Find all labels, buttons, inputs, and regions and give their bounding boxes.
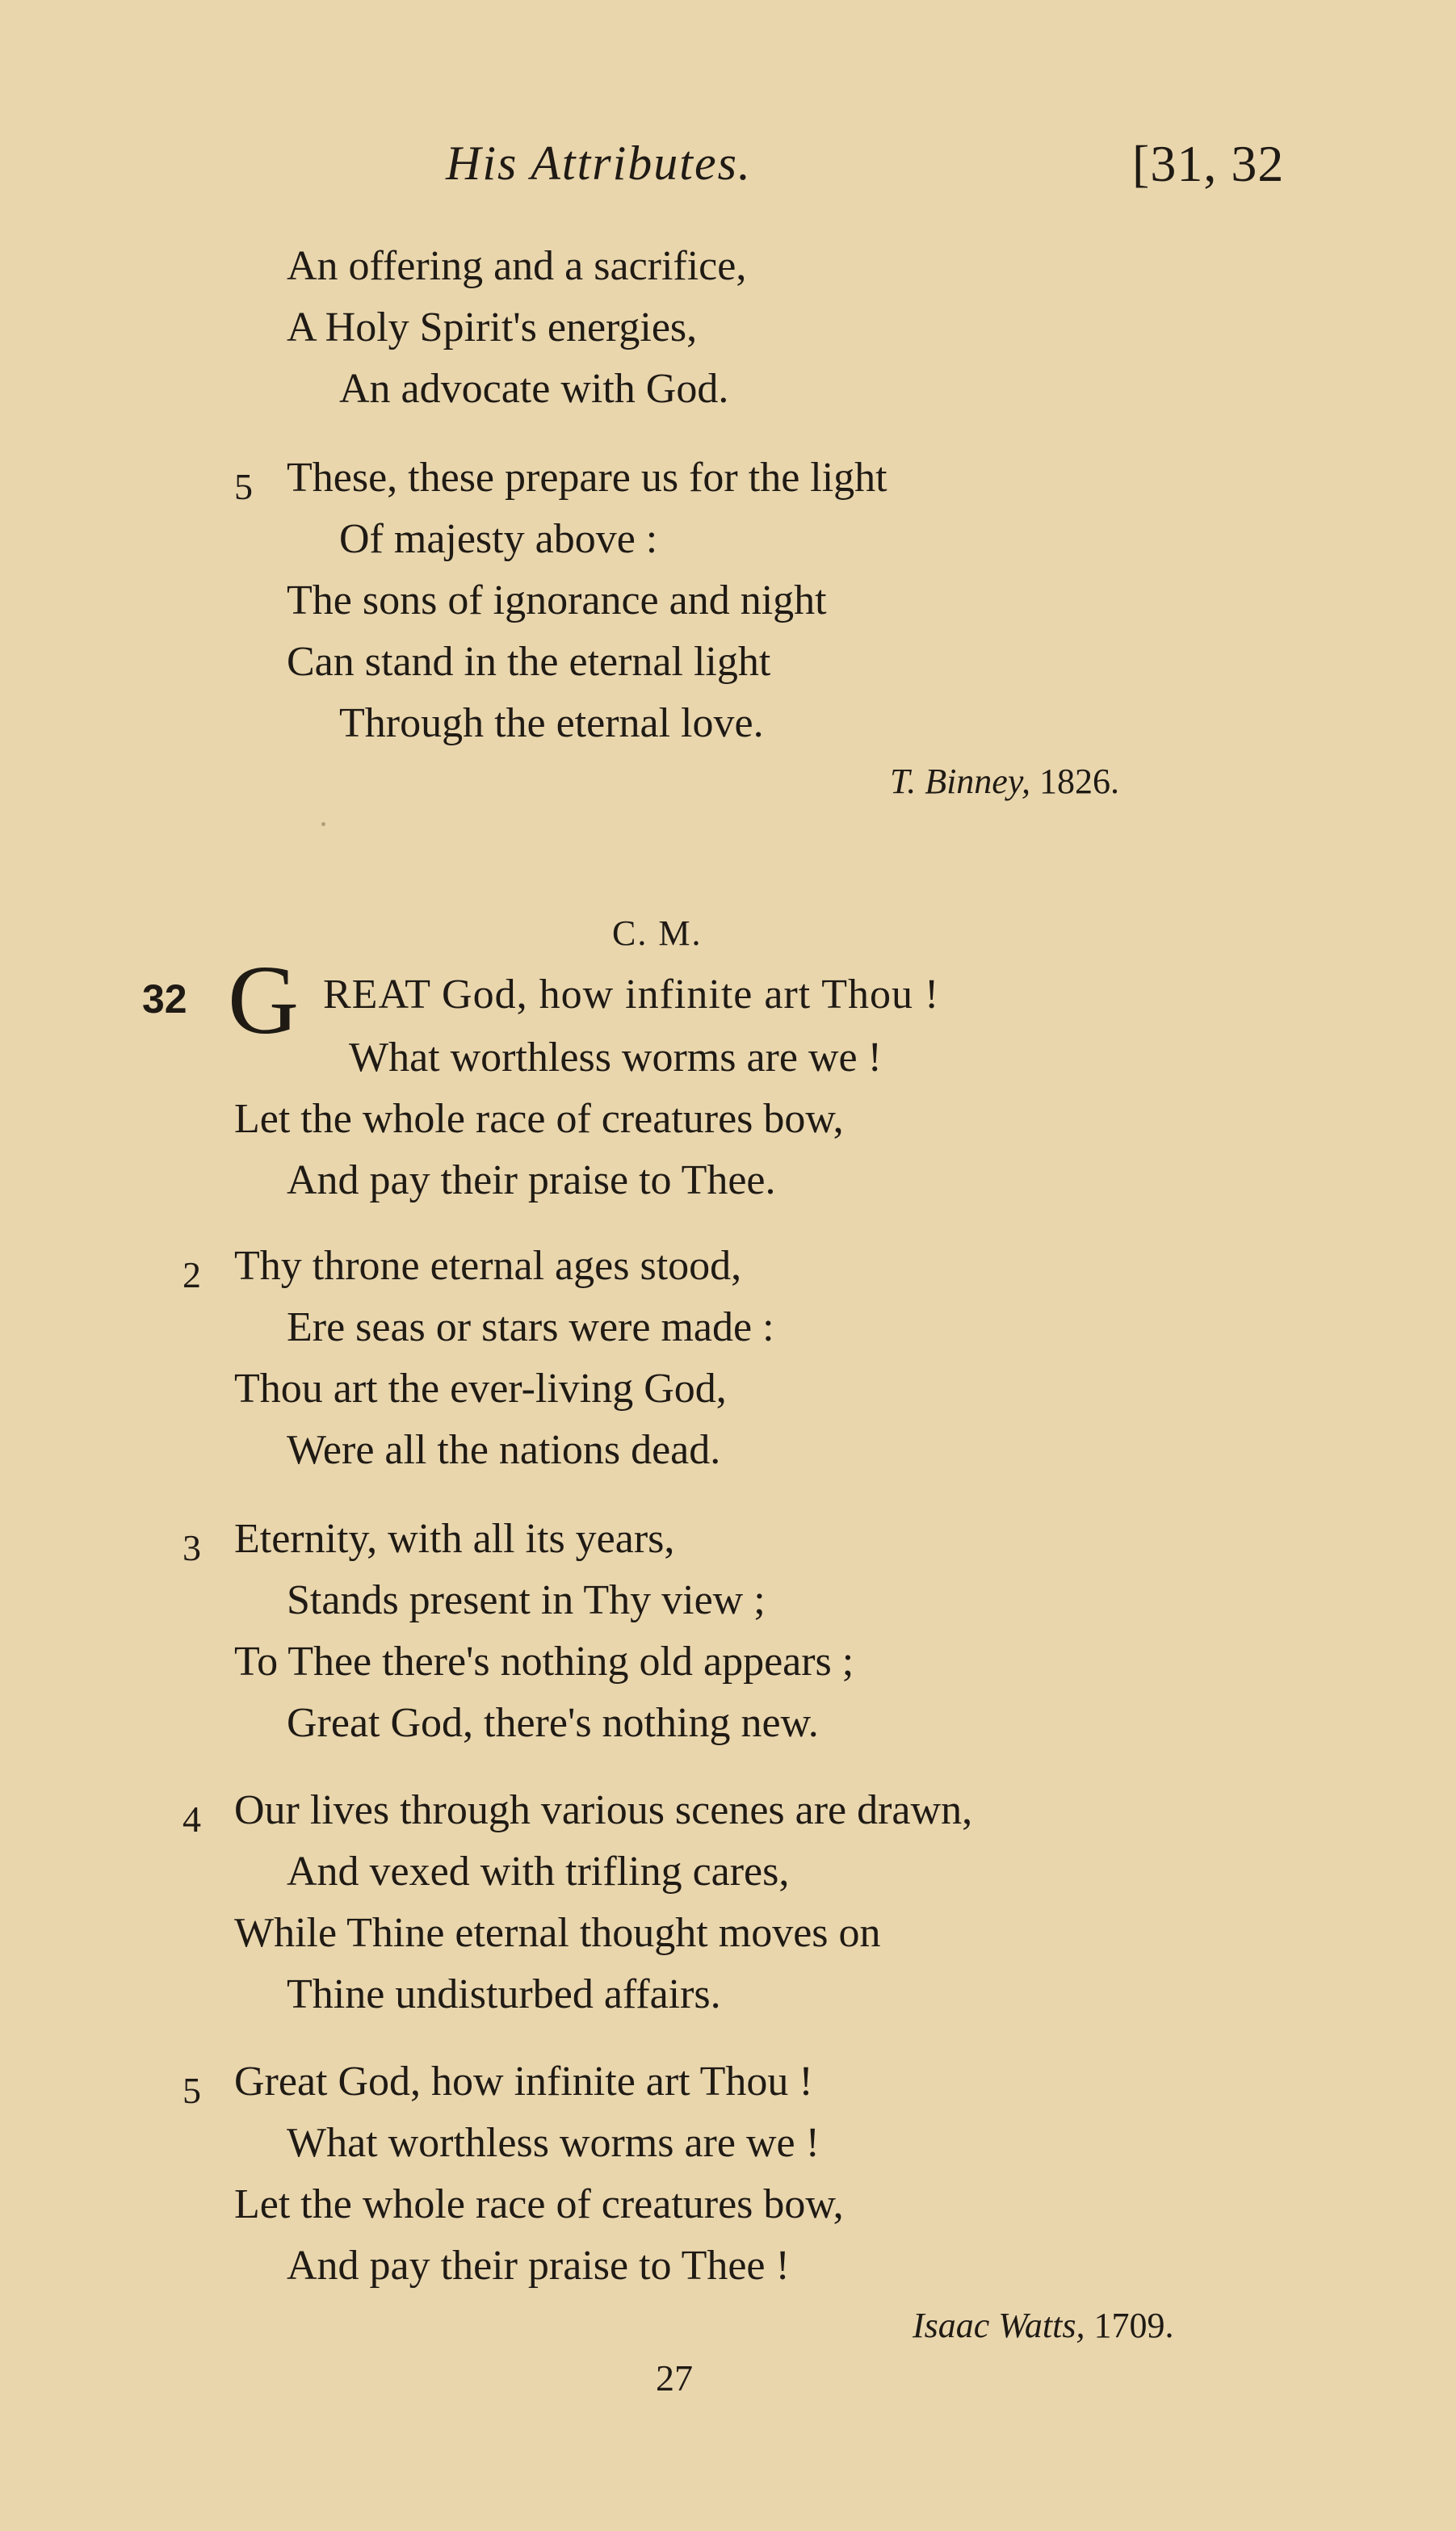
drop-cap: G bbox=[228, 946, 300, 1055]
author-year: 1709. bbox=[1093, 2306, 1174, 2345]
verse-line: Thine undisturbed affairs. bbox=[287, 1971, 721, 2017]
stanza-number: 5 bbox=[183, 2070, 201, 2111]
verse-line: Thou art the ever-living God, bbox=[234, 1366, 727, 1412]
hymn31-attribution bbox=[890, 761, 1119, 802]
verse-line: Great God, how infinite art Thou ! bbox=[234, 2059, 813, 2105]
verse-line: And pay their praise to Thee ! bbox=[287, 2243, 790, 2289]
stanza-number: 2 bbox=[183, 1254, 201, 1295]
verse-line: Eternity, with all its years, bbox=[234, 1516, 675, 1562]
verse-line: What worthless worms are we ! bbox=[287, 2120, 820, 2166]
verse-line: REAT God, how infinite art Thou ! bbox=[323, 972, 940, 1018]
stanza-number: 4 bbox=[183, 1799, 201, 1840]
verse-line: An offering and a sacrifice, bbox=[287, 243, 747, 289]
verse-line: Of majesty above : bbox=[339, 516, 658, 562]
verse-line: And pay their praise to Thee. bbox=[287, 1157, 776, 1203]
verse-line: Let the whole race of creatures bow, bbox=[234, 1096, 844, 1142]
meter-label: C. M. bbox=[612, 913, 703, 953]
author-year: 1826. bbox=[1039, 762, 1119, 801]
verse-line: The sons of ignorance and night bbox=[287, 577, 827, 623]
verse-line: Our lives through various scenes are drawn, bbox=[234, 1787, 973, 1833]
hymn-number: 32 bbox=[142, 976, 187, 1022]
page-number: 27 bbox=[656, 2357, 693, 2399]
running-header-title: His Attributes. bbox=[446, 136, 752, 190]
verse-line: A Holy Spirit's energies, bbox=[287, 304, 698, 350]
verse-line: And vexed with trifling cares, bbox=[287, 1849, 790, 1895]
verse-line: Through the eternal love. bbox=[339, 700, 764, 746]
verse-line: Can stand in the eternal light bbox=[287, 639, 771, 685]
author-name: T. Binney, bbox=[890, 762, 1030, 801]
verse-line: Let the whole race of creatures bow, bbox=[234, 2181, 844, 2227]
stanza-number: 3 bbox=[183, 1527, 201, 1568]
verse-line: While Thine eternal thought moves on bbox=[234, 1910, 881, 1956]
author-name: Isaac Watts, bbox=[913, 2306, 1085, 2345]
stanza-number: 5 bbox=[234, 466, 253, 507]
verse-line: These, these prepare us for the light bbox=[287, 455, 887, 501]
verse-line: To Thee there's nothing old appears ; bbox=[234, 1639, 854, 1685]
verse-line: Were all the nations dead. bbox=[287, 1427, 721, 1473]
verse-line: What worthless worms are we ! bbox=[349, 1035, 882, 1081]
verse-line: Ere seas or stars were made : bbox=[287, 1304, 774, 1350]
verse-line: An advocate with God. bbox=[339, 366, 729, 412]
verse-line: Thy throne eternal ages stood, bbox=[234, 1243, 742, 1289]
paper-speck bbox=[321, 822, 325, 826]
hymn32-attribution bbox=[913, 2305, 1174, 2346]
verse-line: Stands present in Thy view ; bbox=[287, 1577, 766, 1623]
verse-line: Great God, there's nothing new. bbox=[287, 1700, 819, 1746]
running-header-hymn-range: [31, 32 bbox=[1132, 135, 1285, 192]
